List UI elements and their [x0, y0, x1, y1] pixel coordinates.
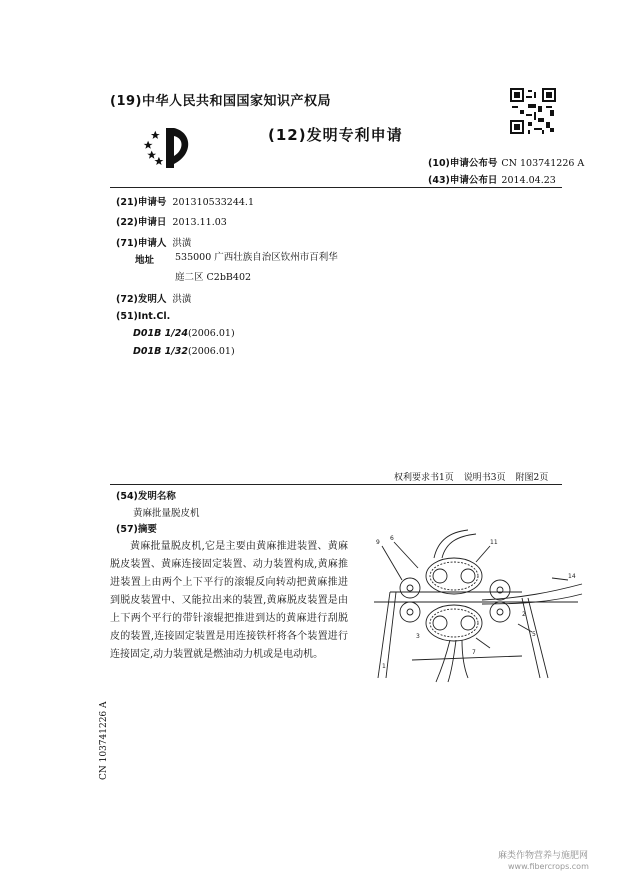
classification-version: (2006.01)	[187, 328, 235, 339]
svg-text:11: 11	[490, 539, 498, 546]
svg-text:1: 1	[382, 663, 386, 670]
classification-2	[133, 346, 235, 357]
classification-code: D01B 1/32	[133, 346, 188, 357]
header-divider	[110, 187, 562, 188]
abstract-text: 黄麻批量脱皮机,它是主要由黄麻推进装置、黄麻脱皮装置、黄麻连接固定装置、动力装置构成,黄麻推进装置上由两个上下平行的滚辊反向转动把黄麻推进到脱皮装置中、又能拉出来的装置,黄麻脱皮装置是由上下两个平行的带针滚辊把推进到达的黄麻进行刮脱皮的装置,连接固定装置是用连接铁杆将各个装置进行连接固定,动力装置就是燃油动力机或是电动机。	[110, 541, 348, 660]
site-watermark-url: www.fibercrops.com	[508, 862, 589, 871]
claims-pages: 权利要求书1页	[394, 473, 454, 483]
abstract-label-row	[116, 521, 157, 535]
site-watermark: 麻类作物营养与施肥网	[498, 851, 589, 861]
application-number-label: (21)申请号	[116, 197, 167, 208]
page-counts	[394, 470, 558, 483]
machine-drawing	[372, 528, 584, 684]
address-line-1: 535000 广西壮族自治区钦州市百利华	[175, 252, 338, 263]
applicant-label: (71)申请人	[116, 238, 167, 249]
applicant: 洪潢	[172, 238, 192, 249]
inventor: 洪潢	[172, 294, 192, 305]
classification-1	[133, 328, 235, 339]
patent-office-title: (19)中华人民共和国国家知识产权局	[110, 94, 331, 109]
side-publication-number: CN 103741226 A	[99, 701, 109, 780]
address	[175, 248, 365, 288]
publication-date-label: (43)申请公布日	[428, 175, 498, 186]
svg-text:14: 14	[568, 573, 576, 580]
invention-title: 黄麻批量脱皮机	[133, 508, 200, 519]
invention-title-label-row	[116, 488, 176, 502]
svg-text:5: 5	[532, 631, 536, 638]
abstract-divider	[110, 484, 562, 485]
classification-code: D01B 1/24	[133, 328, 188, 339]
svg-text:2: 2	[522, 611, 526, 618]
qr-code-icon	[510, 88, 556, 134]
application-date-label: (22)申请日	[116, 217, 167, 228]
publication-number: CN 103741226 A	[501, 158, 585, 169]
inventor-label: (72)发明人	[116, 294, 167, 305]
address-label-row	[135, 252, 154, 266]
invention-title-label: (54)发明名称	[116, 491, 176, 502]
inventor-row	[116, 291, 191, 305]
svg-text:3: 3	[416, 633, 420, 640]
address-line-2: 庭二区 C2bB402	[175, 272, 252, 283]
application-date-row	[116, 214, 227, 228]
drawing-pages: 附图2页	[515, 473, 549, 483]
svg-text:6: 6	[390, 535, 394, 542]
intcl-row	[116, 311, 170, 322]
publication-date-row	[428, 172, 556, 186]
cnipa-logo-icon	[140, 120, 200, 172]
publication-number-label: (10)申请公布号	[428, 158, 498, 169]
application-date: 2013.11.03	[172, 217, 227, 228]
description-pages: 说明书3页	[463, 473, 506, 483]
publication-number-row	[428, 155, 584, 169]
application-number: 201310533244.1	[172, 197, 255, 208]
abstract-label: (57)摘要	[116, 524, 157, 535]
application-number-row	[116, 194, 254, 208]
publication-date: 2014.04.23	[501, 175, 556, 186]
classification-version: (2006.01)	[187, 346, 235, 357]
svg-text:9: 9	[376, 539, 380, 546]
svg-text:7: 7	[472, 649, 476, 656]
intcl-label: (51)Int.Cl.	[116, 311, 171, 322]
applicant-row	[116, 235, 191, 249]
document-type: (12)发明专利申请	[268, 126, 403, 144]
address-label: 地址	[135, 255, 155, 266]
